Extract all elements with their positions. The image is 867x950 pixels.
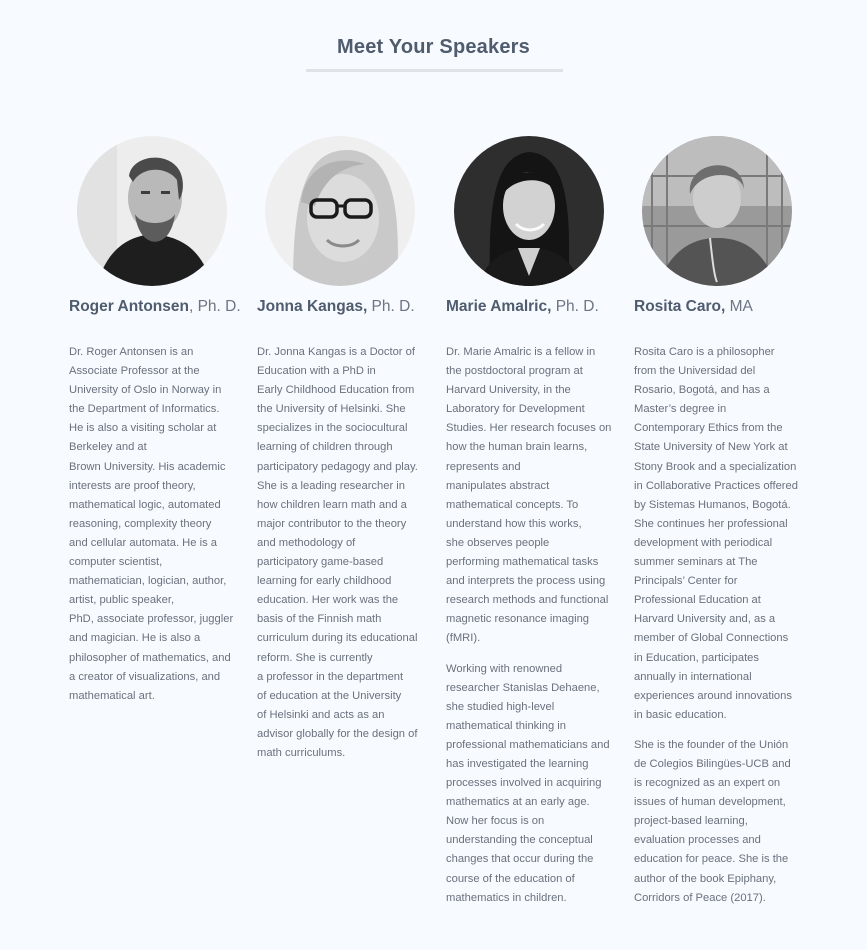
speaker-credential: Ph. D. <box>551 298 599 315</box>
bio-paragraph: Working with renowned researcher Stanislas Dehaene, she studied high-level mathematical thinking in professional mathematicians and has investigated the learning processes involved in acquiring mathematics at an early age. Now her focus is on understanding the conceptual changes that occur during the course of the education of mathematics in children. <box>446 662 610 904</box>
avatar-jonna-kangas <box>265 136 415 286</box>
bio-paragraph: Dr. Marie Amalric is a fellow in the postdoctoral program at Harvard University, in the Laboratory for Development Studies. Her research focuses on how the human brain learns, represents and manipulates abstract mathematical concepts. To understand how this works, she observes people performing mathematical tasks and interprets the process using research methods and functional magnetic resonance imaging (fMRI). <box>446 346 612 645</box>
avatar-roger-antonsen <box>77 136 227 286</box>
speaker-name-line <box>634 298 753 316</box>
speaker-name: Jonna Kangas, <box>257 298 368 315</box>
section-title: Meet Your Speakers <box>337 36 530 58</box>
speaker-name: Rosita Caro, <box>634 298 726 315</box>
speaker-bio <box>69 343 241 717</box>
speaker-name-line <box>69 298 241 316</box>
bio-paragraph: Rosita Caro is a philosopher from the Universidad del Rosario, Bogotá, and has a Master’s degree in Contemporary Ethics from the State University of New York at Stony Brook and a specialization in Collaborative Practices offered by Sistemas Humanos, Bogotá. She continues her professional development with periodical summer seminars at The Principals’ Center for Professional Education at Harvard University and, as a member of Global Connections in Education, participates annually in international experiences around innovations in basic education. <box>634 346 798 721</box>
avatar-marie-amalric <box>454 136 604 286</box>
bio-paragraph: Dr. Roger Antonsen is an Associate Professor at the University of Oslo in Norway in the Department of Informatics. He is also a visiting scholar at Berkeley and at Brown University. His academic interests are proof theory, mathematical logic, automated reasoning, complexity theory and cellular automata. He is a computer scientist, mathematician, logician, author, artist, public speaker, PhD, associate professor, juggler and magician. He is also a philosopher of mathematics, and a creator of visualizations, and mathematical art. <box>69 346 234 702</box>
speaker-bio <box>634 343 806 919</box>
speaker-name-line <box>257 298 415 316</box>
bio-paragraph: She is the founder of the Unión de Colegios Bilingües-UCB and is recognized as an expert on issues of human development, project-based learning, evaluation processes and education for peace. She is the author of the book Epiphany, Corridors of Peace (2017). <box>634 738 791 904</box>
speaker-name: Roger Antonsen <box>69 298 189 315</box>
speaker-name-line <box>446 298 599 316</box>
speaker-credential: Ph. D. <box>367 298 415 315</box>
speaker-name: Marie Amalric, <box>446 298 552 315</box>
bio-paragraph: Dr. Jonna Kangas is a Doctor of Education with a PhD in Early Childhood Education from the University of Helsinki. She specializes in the sociocultural learning of children through participatory pedagogy and play. She is a leading researcher in how children learn math and a major contributor to the theory and methodology of participatory game-based learning for early childhood education. Her work was the basis of the Finnish math curriculum during its educational reform. She is currently a professor in the department of education at the University of Helsinki and acts as an advisor globally for the design of math curriculums. <box>257 346 418 759</box>
speaker-bio <box>257 343 429 774</box>
avatar-rosita-caro <box>642 136 792 286</box>
speaker-credential: MA <box>725 298 753 315</box>
speaker-credential: , Ph. D. <box>188 298 241 315</box>
speaker-bio <box>446 343 618 919</box>
